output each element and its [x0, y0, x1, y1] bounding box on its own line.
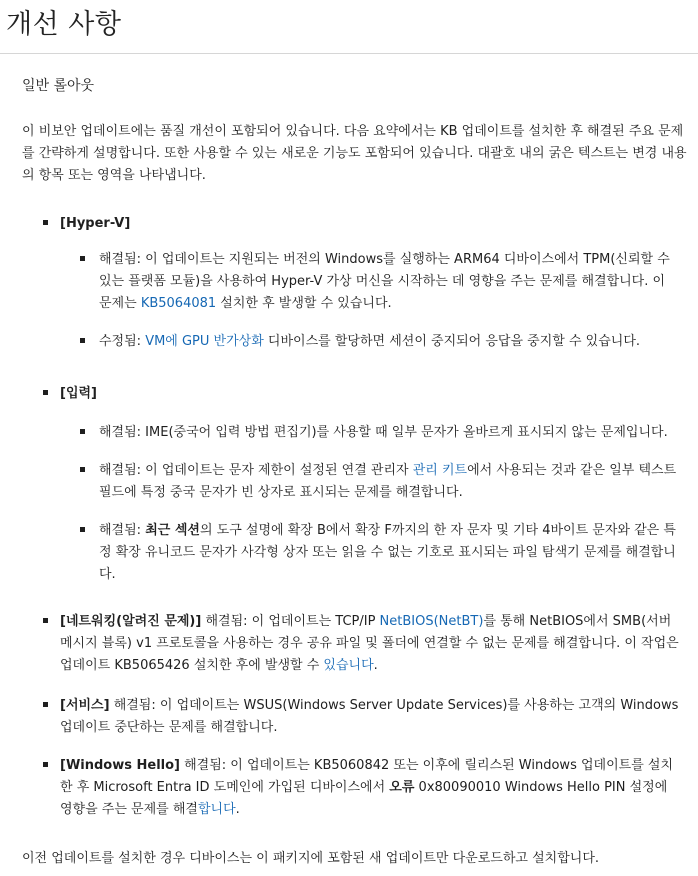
- input-item1-text: 해결됨: IME(중국어 입력 방법 편집기)를 사용할 때 일부 문자가 올바르게 표시되지 않는 문제입니다.: [99, 425, 668, 440]
- network-text-tail: .: [373, 658, 378, 673]
- list-item-windows-hello: [60, 755, 680, 821]
- hello-bold: 오류: [389, 780, 415, 795]
- hello-text-pre: 해결됨: 이 업데이트는 KB5060842 또는 이후에 릴리스된 Windows 업데이트를 설치한 후 Microsoft Entra ID 도메인에 가입된 디바이스에서: [60, 758, 674, 795]
- services-heading: [서비스]: [60, 698, 110, 713]
- list-item-input-2: [99, 460, 677, 504]
- network-heading: [네트워킹(알려진 문제)]: [60, 614, 202, 629]
- bullet-icon: [43, 702, 48, 707]
- hyperv-item2-tail: 디바이스를 할당하면 세션이 중지되어 응답을 중지할 수 있습니다.: [263, 334, 641, 349]
- list-item-input-3: [99, 520, 677, 586]
- list-item-input-1: [99, 422, 677, 444]
- list-item-services: [60, 695, 680, 739]
- list-item-hyperv-1: [99, 249, 677, 315]
- network-text-mid: 를 통해 NetBIOS에서 SMB(서버 메시지 블록) v1 프로토콜을 사용하는 경우 공유 파일 및 폴더에 연결할 수 없는 문제를 해결합니다. 이 작업은 업데이트 KB5065426 설치한 후에 발생할 수: [60, 614, 679, 673]
- hyperv-item2-pre: 수정됨:: [99, 334, 146, 349]
- section-heading: 일반 롤아웃: [22, 78, 95, 94]
- list-item-hyperv-2: [99, 331, 677, 353]
- title-divider: [0, 53, 698, 54]
- bullet-icon: [80, 256, 85, 261]
- input-item2-tail: 에서 사용되는 것과 같은 일부 텍스트 필드에 특정 중국 문자가 빈 상자로 표시되는 문제를 해결합니다.: [99, 463, 677, 500]
- hello-heading: [Windows Hello]: [60, 758, 180, 773]
- hello-text-mid: 0x80090010 Windows Hello PIN 설정에 영향을 주는 문제를 해결: [60, 780, 668, 817]
- hello-fix-link[interactable]: 합니다: [197, 802, 236, 817]
- bullet-icon: [43, 762, 48, 767]
- network-text-pre: 해결됨: 이 업데이트는 TCP/IP: [201, 614, 380, 629]
- admin-kit-link[interactable]: 관리 키트: [412, 463, 468, 478]
- bullet-icon: [80, 338, 85, 343]
- bullet-icon: [43, 618, 48, 623]
- outro-paragraph: 이전 업데이트를 설치한 경우 디바이스는 이 패키지에 포함된 새 업데이트만 다운로드하고 설치합니다.: [22, 851, 600, 866]
- intro-paragraph: 이 비보안 업데이트에는 품질 개선이 포함되어 있습니다. 다음 요약에서는 KB 업데이트를 설치한 후 해결된 주요 문제를 간략하게 설명합니다. 또한 사용할 수 있는 새로운 기능도 포함되어 있습니다. 대괄호 내의 굵은 텍스트는 변경 내용의 항목 또는 영역을 나타냅니다.: [22, 124, 687, 183]
- list-item-hyperv: [60, 213, 680, 235]
- hyperv-item1-tail: 설치한 후 발생할 수 있습니다.: [216, 296, 392, 311]
- bullet-icon: [80, 527, 85, 532]
- input-heading: [입력]: [60, 386, 97, 401]
- input-item3-tail: 의 도구 설명에 확장 B에서 확장 F까지의 한 자 문자 및 기타 4바이트 문자와 같은 특정 확장 유니코드 문자가 사각형 상자 또는 읽을 수 없는 기호로 표시되는 파일 탐색기 문제를 해결합니다.: [99, 523, 676, 582]
- bullet-icon: [43, 390, 48, 395]
- hyperv-item1-text: 해결됨: 이 업데이트는 지원되는 버전의 Windows를 실행하는 ARM64 디바이스에서 TPM(신뢰할 수 있는 플랫폼 모듈)을 사용하여 Hyper-V 가상 머신을 시작하는 데 영향을 주는 문제를 해결합니다. 이 문제는: [99, 252, 670, 311]
- bullet-icon: [43, 220, 48, 225]
- input-item3-bold: 최근 섹션: [145, 523, 200, 538]
- kb5064081-link[interactable]: KB5064081: [140, 296, 217, 311]
- input-item2-pre: 해결됨: 이 업데이트는 문자 제한이 설정된 연결 관리자: [99, 463, 413, 478]
- page-title: 개선 사항: [6, 9, 122, 40]
- netbios-link[interactable]: NetBIOS(NetBT): [379, 614, 484, 629]
- gpu-paravirtualization-link[interactable]: VM에 GPU 반가상화: [145, 334, 264, 349]
- input-item3-pre: 해결됨:: [99, 523, 146, 538]
- bullet-icon: [80, 467, 85, 472]
- bullet-icon: [80, 429, 85, 434]
- hello-text-tail: .: [235, 802, 240, 817]
- hyperv-heading: [Hyper-V]: [60, 216, 131, 231]
- list-item-input: [60, 383, 680, 405]
- network-known-issue-link[interactable]: 있습니다: [323, 658, 374, 673]
- services-text: 해결됨: 이 업데이트는 WSUS(Windows Server Update Services)를 사용하는 고객의 Windows 업데이트 중단하는 문제를 해결합니다.: [60, 698, 679, 735]
- list-item-networking: [60, 611, 680, 677]
